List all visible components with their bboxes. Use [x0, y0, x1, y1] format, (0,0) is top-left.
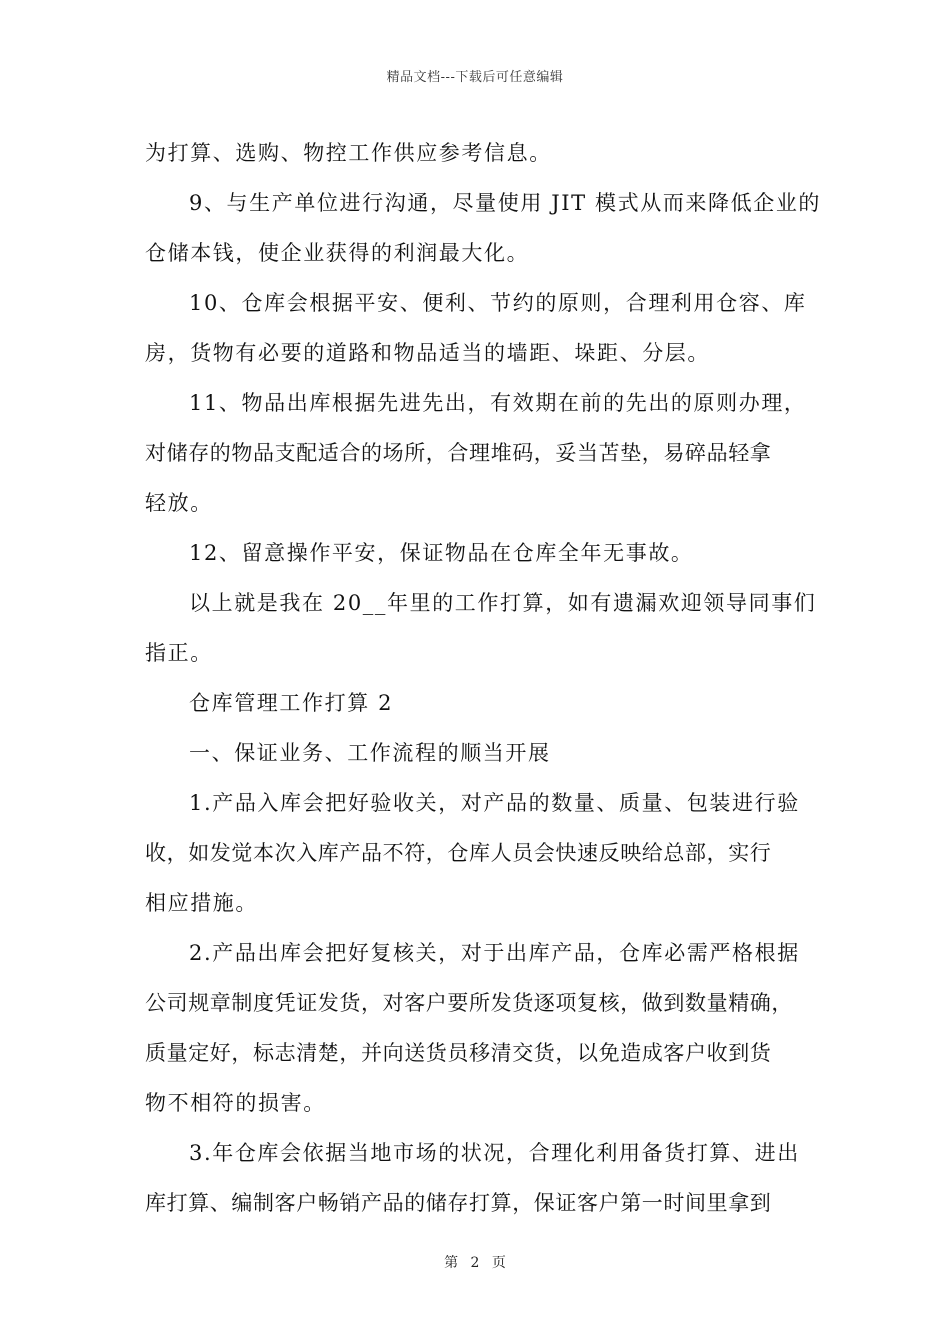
body-line: 物不相符的损害。	[145, 1091, 326, 1115]
page-label-prefix: 第	[444, 1255, 459, 1271]
page-header: 精品文档---下载后可任意编辑	[386, 70, 564, 85]
document-body	[145, 128, 822, 1228]
body-line: 12、留意操作平安，保证物品在仓库全年无事故。	[189, 541, 694, 565]
body-line: 质量定好，标志清楚，并向送货员移清交货，以免造成客户收到货	[145, 1041, 772, 1065]
body-line: 对储存的物品支配适合的场所，合理堆码，妥当苫垫，易碎品轻拿	[145, 441, 772, 465]
body-line: 为打算、选购、物控工作供应参考信息。	[145, 141, 552, 165]
body-line: 轻放。	[145, 491, 213, 515]
section-title: 仓库管理工作打算 2	[189, 691, 394, 715]
body-line: 库打算、编制客户畅销产品的储存打算，保证客户第一时间里拿到	[145, 1191, 772, 1215]
body-line: 10、仓库会根据平安、便利、节约的原则，合理利用仓容、库	[189, 291, 807, 315]
body-line: 相应措施。	[145, 891, 258, 915]
page-footer	[0, 1252, 950, 1272]
page-number: 2	[470, 1255, 480, 1271]
body-line: 仓储本钱，使企业获得的利润最大化。	[145, 241, 530, 265]
body-line: 公司规章制度凭证发货，对客户要所发货逐项复核，做到数量精确，	[145, 991, 793, 1015]
section-heading: 一、保证业务、工作流程的顺当开展	[189, 741, 551, 765]
body-line: 3.年仓库会依据当地市场的状况，合理化利用备货打算、进出	[189, 1141, 800, 1165]
body-line: 房，货物有必要的道路和物品适当的墙距、垛距、分层。	[145, 341, 710, 365]
body-line: 收，如发觉本次入库产品不符，仓库人员会快速反映给总部，实行	[145, 841, 772, 865]
body-line: 指正。	[145, 641, 213, 665]
body-line: 1.产品入库会把好验收关，对产品的数量、质量、包装进行验	[189, 791, 800, 815]
body-line: 9、与生产单位进行沟通，尽量使用 JIT 模式从而来降低企业的	[189, 191, 822, 215]
page-label-suffix: 页	[491, 1255, 506, 1271]
body-line: 11、物品出库根据先进先出，有效期在前的先出的原则办理，	[189, 391, 807, 415]
body-line: 以上就是我在 20__年里的工作打算，如有遗漏欢迎领导同事们	[189, 591, 817, 615]
body-line: 2.产品出库会把好复核关，对于出库产品，仓库必需严格根据	[189, 941, 800, 965]
